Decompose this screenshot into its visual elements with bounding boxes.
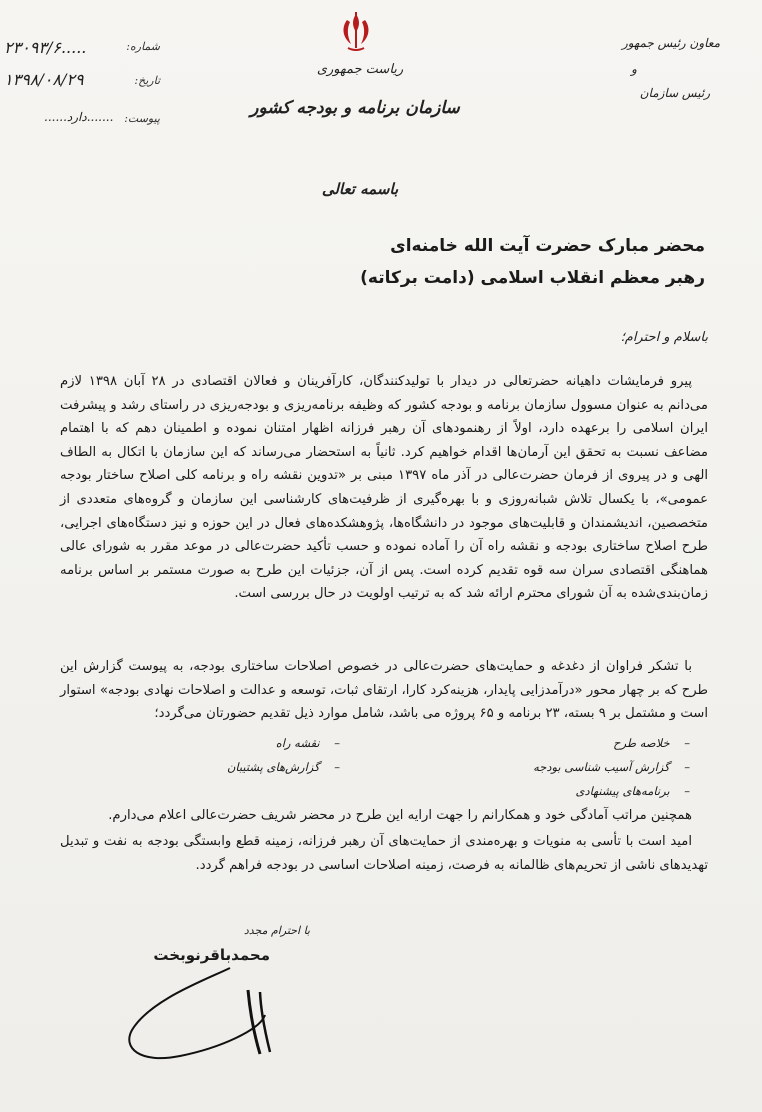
item-roadmap: نقشه راه	[275, 736, 320, 750]
number-value: ۲۳۰۹۳/۶.....	[4, 38, 87, 57]
item-summary: خلاصه طرح	[613, 736, 670, 750]
org-line-1: ریاست جمهوری	[316, 62, 404, 77]
list-item: – خلاصه طرح	[613, 736, 690, 750]
list-item: – برنامه‌های پیشنهادی	[575, 784, 690, 798]
recipient-line-3: رئیس سازمان	[639, 86, 710, 100]
number-label: شماره:	[126, 40, 160, 53]
iran-emblem-icon	[335, 10, 377, 54]
item-support-reports: گزارش‌های پشتیبان	[226, 760, 320, 774]
attachment-value: .......دارد......	[44, 110, 114, 124]
meta-number	[4, 38, 164, 60]
attachment-label: پیوست:	[124, 112, 160, 125]
meta-attachment	[4, 110, 164, 132]
date-value: ۱۳۹۸/۰۸/۲۹	[4, 70, 84, 89]
item-proposed-programs: برنامه‌های پیشنهادی	[575, 784, 670, 798]
org-line-2: سازمان برنامه و بودجه کشور	[250, 98, 460, 118]
list-item: – گزارش آسیب شناسی بودجه	[533, 760, 690, 774]
body-paragraph-4: امید است با تأسی به منویات و بهره‌مندی از حمایت‌های آن رهبر فرزانه، زمینه قطع وابستگی بودجه به نفت و تبدیل تهدیدهای ناشی از تحریم‌های ظالمانه به فرصت، زمینه اصلاحات اساسی در بودجه فراهم گردد.	[60, 834, 708, 873]
date-label: تاریخ:	[134, 74, 160, 87]
item-pathology-report: گزارش آسیب شناسی بودجه	[533, 760, 670, 774]
signature-icon	[110, 960, 280, 1070]
recipient-line-1: معاون رئیس جمهور	[621, 36, 720, 50]
closing-regards: با احترام مجدد	[243, 924, 310, 937]
list-item: – گزارش‌های پشتیبان	[226, 760, 340, 774]
addressee-line-1: محضر مبارک حضرت آیت الله خامنه‌ای	[390, 236, 705, 256]
body-paragraph-2: با تشکر فراوان از دغدغه و حمایت‌های حضرت‌عالی در خصوص اصلاحات ساختاری بودجه، به پیوست گزارش این طرح که بر چهار محور «درآمدزایی پایدار، هزینه‌کرد کارا، ارتقای ثبات، توسعه و عدالت و اصلاحات نهادی بودجه» استوار است و مشتمل بر ۹ بسته، ۲۳ برنامه و ۶۵ پروژه می باشد، شامل موارد ذیل تقدیم حضورتان می‌گردد؛	[60, 659, 708, 722]
signer-name: محمدباقرنوبخت	[153, 946, 270, 964]
addressee-line-2: رهبر معظم انقلاب اسلامی (دامت برکاته)	[360, 268, 705, 288]
greeting: باسلام و احترام؛	[620, 330, 708, 345]
list-item: – نقشه راه	[275, 736, 340, 750]
salutation: باسمه تعالی	[321, 180, 399, 198]
body-paragraph-3: همچنین مراتب آمادگی خود و همکارانم را جهت ارایه این طرح در محضر شریف حضرت‌عالی اعلام می‌دارم.	[108, 808, 692, 823]
body-paragraph-1: پیرو فرمایشات داهیانه حضرتعالی در دیدار با تولیدکنندگان، کارآفرینان و فعالان اقتصادی در ۲۸ آبان ۱۳۹۸ لازم می‌دانم به عنوان مسوول سازمان برنامه و بودجه کشور که وظیفه برنامه‌ریزی و بودجه‌ریزی در راستای رشد و پیشرفت ایران اسلامی را برعهده دارد، اولاً از رهنمودهای آن رهبر فرزانه اظهار امتنان نموده و اطمینان دهم که با اهتمام مضاعف نسبت به تحقق این آرمان‌ها اقدام خواهیم کرد. ثانیاً به استحضار می‌رساند که این سازمان با اتکال به الطاف الهی و در پیروی از فرمان حضرت‌عالی در آذر ماه ۱۳۹۷ مبنی بر «تدوین نقشه راه و برنامه کلی اصلاح ساختار بودجه عمومی»، با یکسال تلاش شبانه‌روزی و با بهره‌گیری از ظرفیت‌های کارشناسی این سازمان و گروه‌های متعددی از متخصصین، اندیشمندان و قابلیت‌های موجود در دانشگاه‌ها، پژوهشکده‌های فعال در این حوزه و نیز دستگاه‌های اجرایی، طرح اصلاح ساختاری بودجه و نقشه راه آن را آماده نموده و حسب تأکید حضرت‌عالی در موعد مقرر به شورای عالی هماهنگی اقتصادی سران سه قوه تقدیم کرده است. پس از آن، جزئیات این طرح به صورت مستمر بر اساس برنامه زمان‌بندی‌شده به آن شورای محترم ارائه شد که به ترتیب اولویت در حال بررسی است.	[60, 374, 709, 602]
recipient-line-2: و	[631, 62, 637, 76]
meta-date	[4, 70, 164, 92]
